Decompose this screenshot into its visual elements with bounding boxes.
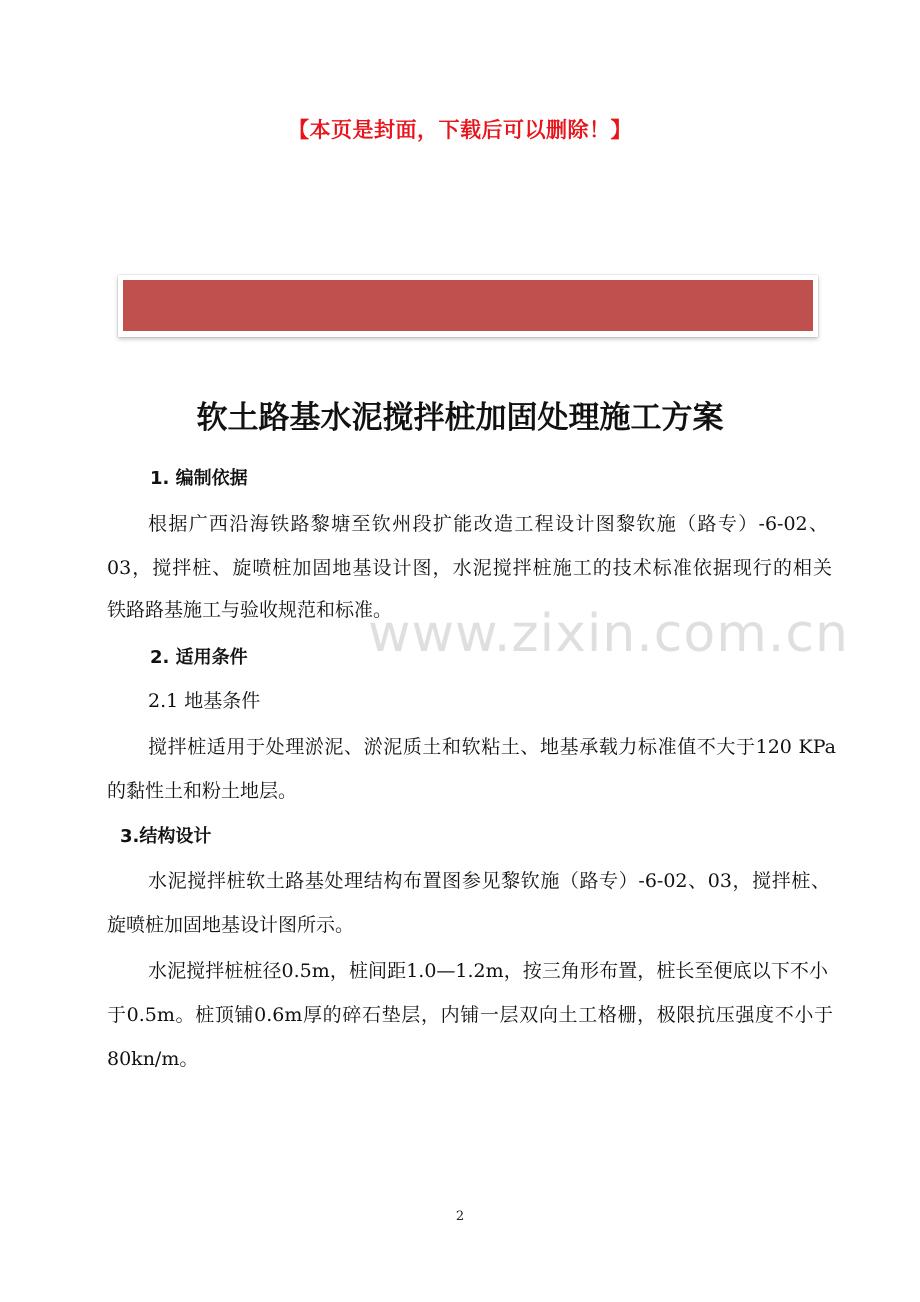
cover-notice: 【本页是封面，下载后可以删除！】 xyxy=(288,118,632,142)
section-2-subheading: 2.1 地基条件 xyxy=(148,690,261,712)
section-heading-1: 1. 编制依据 xyxy=(150,468,248,489)
watermark-text: www.zixin.com.cn xyxy=(368,604,849,664)
section-1-line-3: 铁路路基施工与验收规范和标准。 xyxy=(107,599,393,621)
section-3-paragraph-2-line-2: 于0.5m。桩顶铺0.6m厚的碎石垫层，内铺一层双向土工格栅，极限抗压强度不小于 xyxy=(107,1004,833,1026)
section-3-line-1: 水泥搅拌桩软土路基处理结构布置图参见黎钦施（路专）-6-02、03，搅拌桩、 xyxy=(148,870,830,892)
banner-bar xyxy=(123,280,813,331)
section-heading-2: 2. 适用条件 xyxy=(150,647,248,668)
section-2-line-1: 搅拌桩适用于处理淤泥、淤泥质土和软粘土、地基承载力标准值不大于120 KPa xyxy=(148,736,836,758)
document-title: 软土路基水泥搅拌桩加固处理施工方案 xyxy=(196,400,724,436)
banner-frame xyxy=(118,275,818,337)
section-2-line-2: 的黏性土和粉土地层。 xyxy=(107,780,298,802)
section-3-paragraph-2-line-1: 水泥搅拌桩桩径0.5m，桩间距1.0—1.2m，按三角形布置，桩长至便底以下不小 xyxy=(148,960,828,982)
section-3-paragraph-2-line-3: 80kn/m。 xyxy=(107,1048,199,1070)
section-1-line-2: 03，搅拌桩、旋喷桩加固地基设计图，水泥搅拌桩施工的技术标准依据现行的相关 xyxy=(107,557,832,579)
page-number: 2 xyxy=(455,1209,465,1224)
section-1-line-1: 根据广西沿海铁路黎塘至钦州段扩能改造工程设计图黎钦施（路专）-6-02、 xyxy=(148,513,828,535)
section-3-line-2: 旋喷桩加固地基设计图所示。 xyxy=(107,914,355,936)
section-heading-3: 3.结构设计 xyxy=(120,826,212,847)
